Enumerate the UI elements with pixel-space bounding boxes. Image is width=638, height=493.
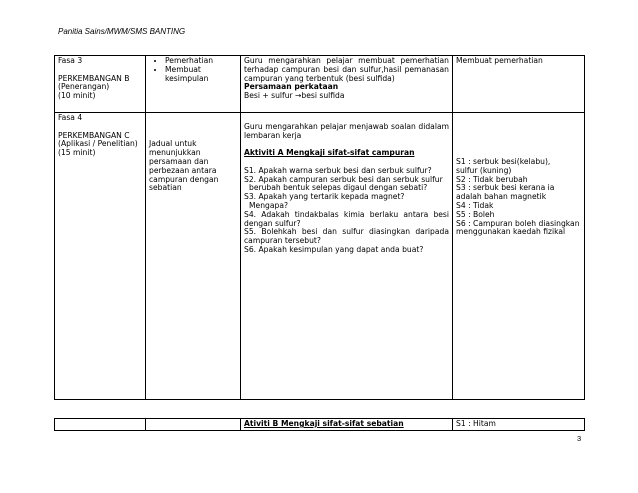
table-row (55, 419, 585, 431)
activity-title: Ativiti B Mengkaji sifat-sifat sebatian (244, 419, 404, 428)
question: S3. Apakah yang tertarik kepada magnet? (244, 192, 405, 202)
outcome-cell (453, 56, 585, 113)
page-header: Panitia Sains/MWM/SMS BANTING (58, 27, 186, 36)
equation-title: Persamaan perkataan (244, 82, 339, 92)
page-number: 3 (577, 434, 582, 443)
activity-cell (146, 56, 241, 113)
outcome-text: Membuat pemerhatian (456, 56, 543, 65)
list-item: • Membuat kesimpulan (165, 66, 237, 84)
activity-list (149, 57, 237, 83)
phase-cell (55, 56, 146, 113)
question: S2. Apakah campuran serbuk besi dan serbuk sulfur (244, 174, 443, 184)
answer: S2 : Tidak berubah (456, 174, 528, 184)
activity-title: Aktiviti A Mengkaji sifat-sifat campuran (244, 148, 415, 158)
answer: S1 : serbuk besi(kelabu), (456, 156, 551, 166)
answers-cell (453, 419, 585, 431)
stage-subtitle: (Penerangan) (58, 82, 110, 92)
materials-cell (146, 113, 241, 400)
question: S6. Apakah kesimpulan yang dapat anda buat? (244, 244, 424, 254)
word-equation: Besi + sulfur →besi sulfida (244, 91, 345, 101)
teacher-activity-cell (241, 56, 453, 113)
answer: S3 : serbuk besi kerana ia adalah bahan magnetik (456, 183, 555, 202)
teacher-instruction: Guru mengarahkan pelajar menjawab soalan didalam lembaran kerja (244, 121, 449, 140)
answer: S6 : Campuran boleh diasingkan menggunakan kaedah fizikal (456, 218, 580, 237)
teacher-activity-cell (241, 113, 453, 400)
question: Mengapa? (249, 200, 289, 210)
materials-text: Jadual untuk menunjukkan persamaan dan perbezaan antara campuran dengan sebatian (149, 139, 219, 193)
lesson-plan-table (54, 55, 585, 400)
list-item: • Pemerhatian (165, 57, 237, 66)
answer: S5 : Boleh (456, 209, 495, 219)
phase-label: Fasa 3 (58, 56, 83, 65)
answers-cell (453, 113, 585, 400)
stage-duration: (15 minit) (58, 148, 96, 158)
stage-title: PERKEMBANGAN C (58, 130, 130, 140)
table-row (55, 113, 585, 400)
answer: sulfur (kuning) (456, 165, 512, 175)
stage-duration: (10 minit) (58, 91, 96, 101)
materials-cell (146, 419, 241, 431)
teacher-activity-cell (241, 419, 453, 431)
question: S4. Adakah tindakbalas kimia berlaku antara besi dengan sulfur? (244, 209, 449, 228)
teacher-instruction: Guru mengarahkan pelajar membuat pemerhatian terhadap campuran besi dan sulfur,hasil pemanasan campuran yang terbentuk (besi sulfida) (244, 56, 449, 83)
lesson-plan-table-continued (54, 418, 585, 431)
stage-title: PERKEMBANGAN B (58, 73, 130, 83)
question: berubah bentuk selepas digaul dengan sebati? (249, 183, 428, 193)
answer: S1 : Hitam (456, 419, 496, 428)
question: S5. Bolehkah besi dan sulfur diasingkan daripada campuran tersebut? (244, 227, 449, 246)
table-row (55, 56, 585, 113)
stage-subtitle: (Aplikasi / Penelitian) (58, 139, 138, 149)
phase-cell (55, 419, 146, 431)
phase-label: Fasa 4 (58, 113, 83, 122)
phase-cell (55, 113, 146, 400)
question: S1. Apakah warna serbuk besi dan serbuk sulfur? (244, 165, 432, 175)
answer: S4 : Tidak (456, 200, 494, 210)
